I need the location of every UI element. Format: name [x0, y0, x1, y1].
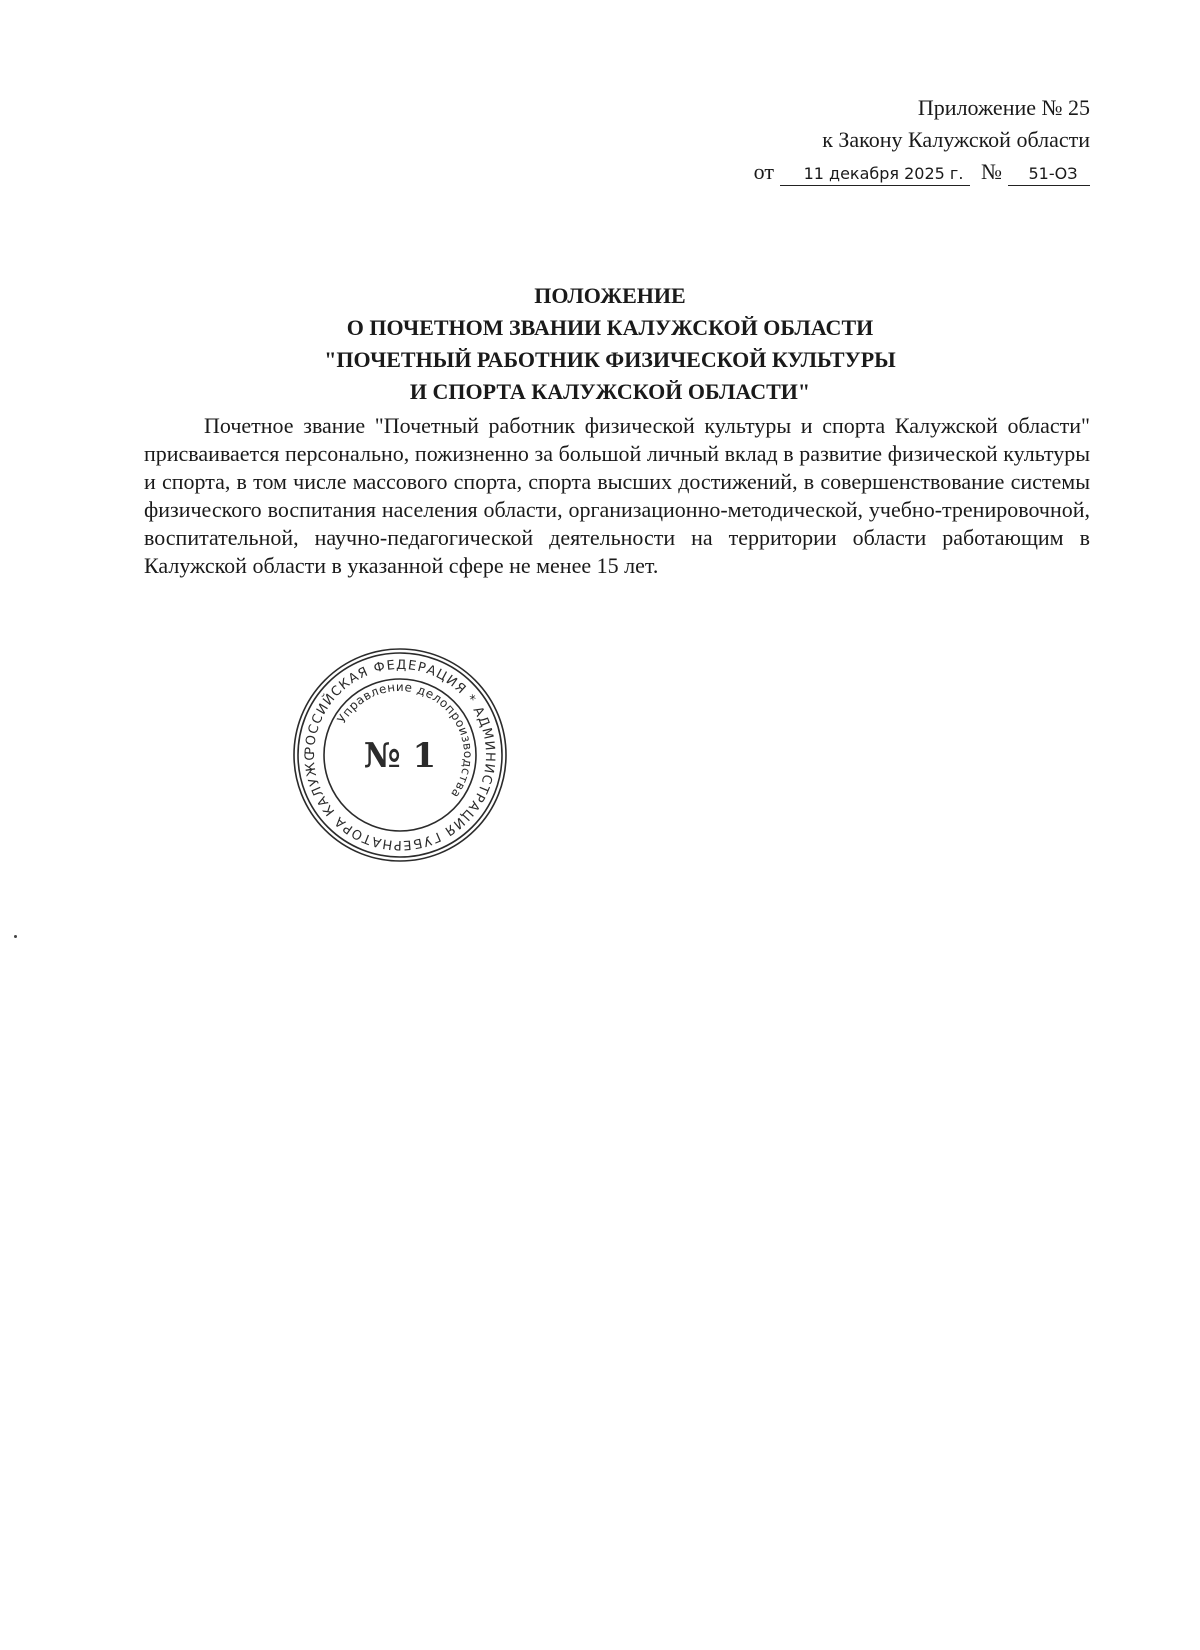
- body-paragraph: Почетное звание "Почетный работник физической культуры и спорта Калужской области" присваивается персонально, пожизненно за большой личный вклад в развитие физической культуры и спорта, в том числе массового спорта, спорта высших достижений, в совершенствование системы физического воспитания населения области, организационно-методической, учебно-тренировочной, воспитательной, научно-педагогической деятельности на территории области работающим в Калужской области в указанной сфере не менее 15 лет.: [144, 413, 1090, 578]
- title-line-3: "ПОЧЕТНЫЙ РАБОТНИК ФИЗИЧЕСКОЙ КУЛЬТУРЫ: [324, 347, 896, 372]
- official-seal: [290, 645, 510, 865]
- document-title: [160, 280, 1060, 408]
- title-line-1: ПОЛОЖЕНИЕ: [534, 283, 686, 308]
- seal-stamp-icon: [290, 645, 510, 865]
- seal-inner-text: Управление делопроизводства: [334, 679, 476, 801]
- title-line-2: О ПОЧЕТНОМ ЗВАНИИ КАЛУЖСКОЙ ОБЛАСТИ: [346, 315, 874, 340]
- appendix-law-reference: к Закону Калужской области: [822, 127, 1090, 152]
- scan-speck: [14, 935, 17, 938]
- appendix-date-line: [670, 156, 1090, 188]
- number-label: №: [981, 159, 1002, 184]
- appendix-header: [670, 92, 1090, 188]
- title-line-4: И СПОРТА КАЛУЖСКОЙ ОБЛАСТИ": [409, 379, 811, 404]
- from-label: от: [753, 159, 774, 184]
- seal-outer-text: РОССИЙСКАЯ ФЕДЕРАЦИЯ * АДМИНИСТРАЦИЯ ГУБЕРНАТОРА КАЛУЖС: [302, 657, 498, 853]
- seal-center-text: № 1: [363, 736, 437, 776]
- date-value: 11 декабря 2025 г.: [780, 163, 970, 186]
- number-value: 51-ОЗ: [1008, 163, 1090, 186]
- appendix-number: Приложение № 25: [917, 95, 1090, 120]
